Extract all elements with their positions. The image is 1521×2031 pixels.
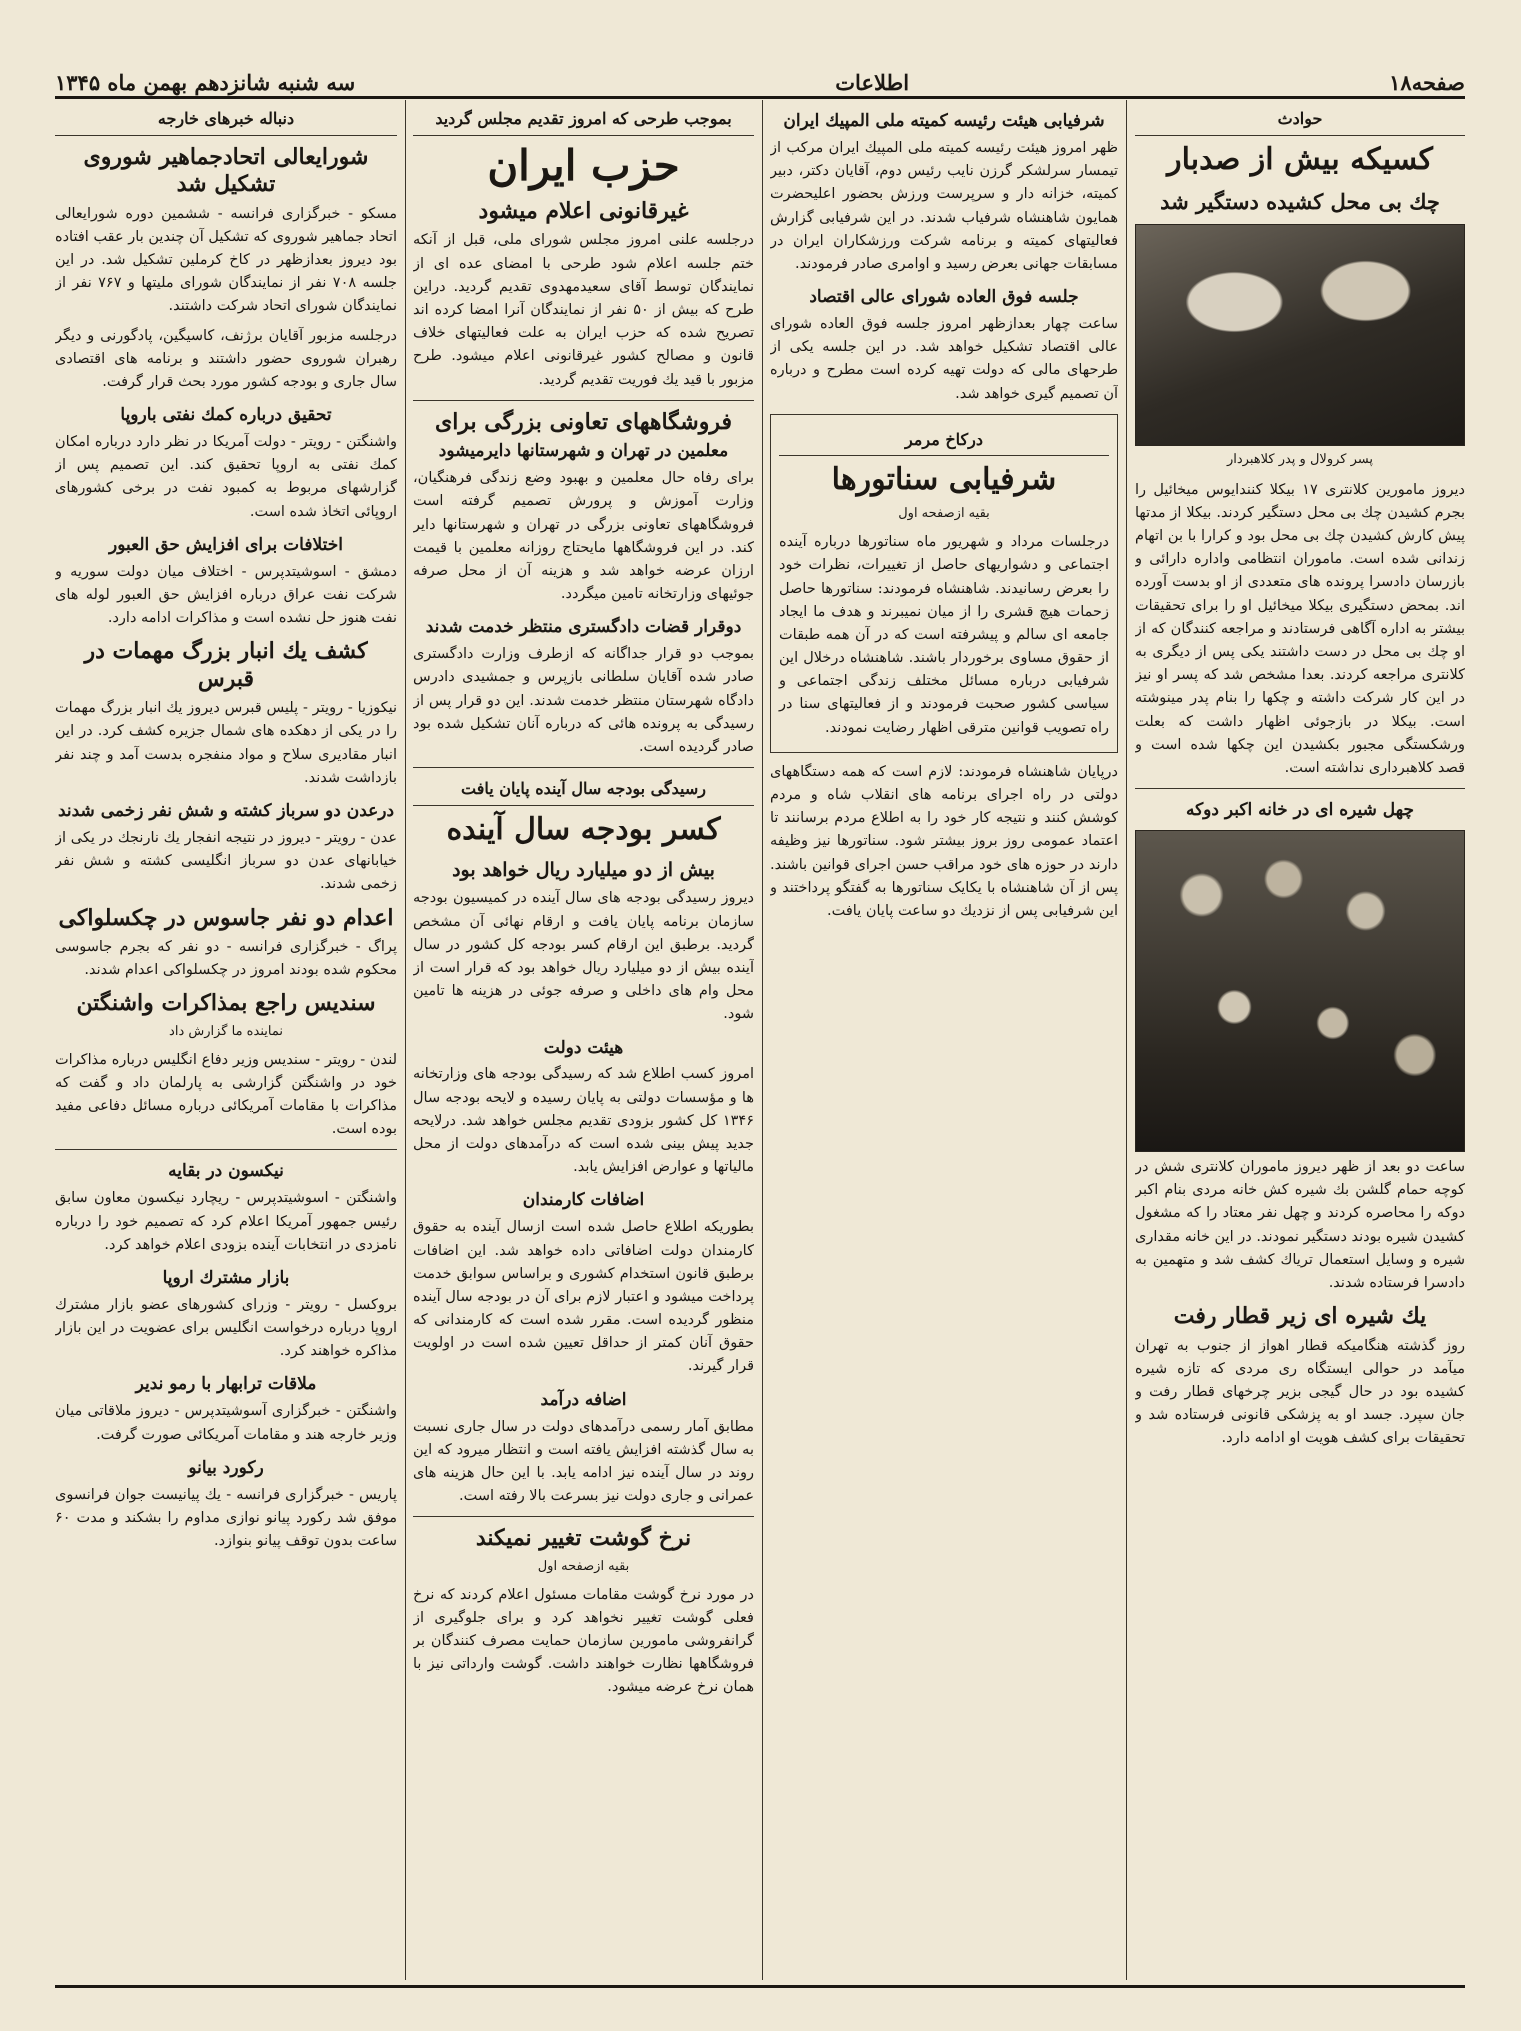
article-body: واشنگتن - خبرگزاری آسوشیتدپرس - دیروز ملاقاتی میان وزیر خارجه هند و مقامات آمریکائی صورت گرفت. [55, 1403, 397, 1443]
box-label: درکاخ مرمر [779, 427, 1109, 457]
article-body: عدن - رویتر - دیروز در نتیجه انفجار یك نارنجك در یکی از خیابانهای عدن دو سرباز انگلیسی کشته و شش نفر زخمی شدند. [55, 829, 397, 893]
column-divider [1126, 100, 1127, 1980]
article-body: برای رفاه حال معلمین و بهبود وضع زندگی فرهنگیان، وزارت آموزش و پرورش تصمیم گرفته است فروشگاههای تعاونی بزرگی در تهران و شهرستانها دایر کند. در این فروشگاهها مایحتاج روزانه معلمین با قیمت ارزان عرضه خواهد شد و هزینه آن از محل صرفه جوئیهای وزارتخانه تامین میگردد. [413, 470, 754, 603]
column-divider [762, 100, 763, 1980]
article-body: درپایان شاهنشاه فرمودند: لازم است که همه دستگاههای دولتی در راه اجرای برنامه های انقلاب شاه و مردم کوشش کنند و نتیجه کار خود را به اطلاع مردم برسانند تا اعتماد عمومی روز بروز بیشتر شود. سناتورها نیز وظیفه دارند در حوزه های خود مراقب حسن اجرای قوانین باشند. پس از آن شاهنشاه با یکایک سناتورها به گفتگو پرداختند و این شرفیابی پس از نزدیك دو ساعت پایان یافت. [770, 763, 1118, 919]
divider [1135, 788, 1465, 789]
section-subheading: اضافه درآمد [540, 1389, 627, 1410]
news-photo [1135, 224, 1465, 446]
article-body: بطوریکه اطلاع حاصل شده است ازسال آینده به حقوق کارمندان دولت اضافاتی داده خواهد شد. این اضافات برطبق قانون استخدام کشوری و براساس سوابق خدمت پرداخت میشود و اعتبار لازم برای آن در بودجه سال آینده منظور گردیده است. مقرر شده است که کارمندانی که حقوق آنان کمتر از حداقل تعیین شده است در اولویت قرار گیرند. [413, 1219, 754, 1375]
section-heading: تحقیق درباره کمك نفتی باروپا [120, 405, 332, 426]
section-subheading: اضافات کارمندان [522, 1190, 645, 1211]
subhead: بیش از دو میلیارد ریال خواهد بود [452, 858, 715, 881]
section-kicker: بموجب طرحی که امروز تقدیم مجلس گردید [413, 106, 754, 136]
masthead-rule [55, 96, 1465, 99]
column-foreign [55, 100, 397, 1980]
byline: بقیه ازصفحه اول [898, 506, 990, 522]
section-heading: درعدن دو سرباز کشته و شش نفر زخمی شدند [57, 801, 395, 822]
headline: کسیکه بیش از صدبار [1167, 141, 1433, 177]
article-body: در مورد نرخ گوشت مقامات مسئول اعلام کردند که نرخ فعلی گوشت تغییر نخواهد کرد و برای جلوگیری از گرانفروشی مامورین سازمان حمایت مصرف کنندگان بر فروشگاهها نظارت خواهند داشت. گوشت وارداتی نیز با همان نرخ عرضه میشود. [413, 1586, 754, 1696]
column-domestic [770, 100, 1118, 1980]
section-heading: اختلافات برای افزایش حق العبور [109, 534, 343, 555]
divider [413, 1516, 754, 1517]
section-heading: شرفیابی هیئت رئیسه کمیته ملی المپیك ایران [783, 111, 1105, 131]
section-subheading: هیئت دولت [543, 1037, 624, 1058]
section-subheading: ملاقات ترابهار با رمو ندیر [135, 1374, 317, 1395]
section-heading: نرخ گوشت تغییر نمیکند [475, 1525, 692, 1552]
headline: شرفیابی سناتورها [831, 462, 1057, 498]
section-subheading: معلمین در تهران و شهرستانها دایرمیشود [438, 441, 729, 462]
section-heading: چهل شیره ای در خانه اکبر دوکه [1185, 800, 1415, 821]
column-incidents [1135, 100, 1465, 1980]
headline: شورایعالی اتحادجماهیر شوروی تشکیل شد [83, 143, 369, 198]
photo-caption: پسر کرولال و پدر کلاهبردار [1227, 451, 1373, 467]
section-heading: اعدام دو نفر جاسوس در چکسلواکی [58, 904, 394, 931]
article-body: ساعت دو بعد از ظهر دیروز ماموران کلانتری شش در کوچه حمام گلشن بك شیره کش خانه مردی بنام اکبر دوکه را محاصره کردند و چهل نفر معتاد را که مشغول کشیدن شیره بودند دستگیر نمودند. در این خانه مقداری شیره و وسایل استعمال تریاك کشف شد و متهمین به دادسرا فرستاده شدند. [1135, 1159, 1465, 1292]
section-heading: یك شیره ای زیر قطار رفت [1173, 1303, 1427, 1330]
article-body: بروکسل - رویتر - وزرای کشورهای عضو بازار مشترك اروپا درباره درخواست انگلیس برای عضویت در این بازار مذاکره خواهند کرد. [55, 1296, 397, 1360]
column-divider [405, 100, 406, 1980]
section-heading: سندیس راجع بمذاکرات واشنگتن [76, 990, 376, 1017]
headline: حزب ایران [487, 140, 680, 190]
section-subheading: نیکسون در بقایه [168, 1161, 284, 1182]
subhead: غیرقانونی اعلام میشود [478, 197, 689, 224]
news-photo [1135, 830, 1465, 1152]
masthead-date: سه شنبه شانزدهم بهمن ماه ۱۳۴۵ [55, 69, 356, 95]
subhead: چك بی محل کشیده دستگیر شد [1160, 188, 1440, 214]
section-kicker: حوادث [1135, 106, 1465, 136]
column-politics [413, 100, 754, 1980]
section-kicker: رسیدگی بودجه سال آینده پایان یافت [413, 776, 754, 806]
section-heading: دوقرار قضات دادگستری منتظر خدمت شدند [425, 617, 742, 638]
footer-rule [55, 1985, 1465, 1988]
article-body: درجلسات مرداد و شهریور ماه سناتورها درباره آینده اجتماعی و دشواریهای حاصل از تغییرات، نظرات خود را بعرض رسانیدند. شاهنشاه فرمودند: سناتورها حاصل زحمات هیچ قشری را از میان نمیبرند و هدف ما ایجاد جامعه ای سالم و پیشرفته است که در آن همه طبقات از حقوق مساوی برخوردار باشند. شاهنشاه درخلال این شرفیابی درباره مسائل مختلف زندگی اجتماعی و سیاسی کشور صحبت فرمودند و از فعالیتهای سنا در راه تصویب قوانین مترقی اظهار رضایت نمودند. [779, 534, 1109, 736]
section-kicker: دنباله خبرهای خارجه [55, 106, 397, 136]
article-body: دیروز رسیدگی بودجه های سال آینده در کمیسیون بودجه سازمان برنامه پایان یافت و ارقام نهائی آن مشخص گردید. برطبق این ارقام کسر بودجه کل کشور در سال آینده بیش از دو میلیارد ریال خواهد بود که قرار است از محل وام های داخلی و صرفه جوئی در هزینه ها تامین شود. [413, 890, 754, 1023]
byline: بقیه ازصفحه اول [537, 1558, 630, 1574]
article-body: واشنگتن - اسوشیتدپرس - ریچارد نیکسون معاون سابق رئیس جمهور آمریکا اعلام کرد که تصمیم خود را درباره نامزدی در انتخابات آینده بزودی اعلام خواهد کرد. [55, 1190, 397, 1253]
article-body: مسکو - خبرگزاری فرانسه - ششمین دوره شورایعالی اتحاد جماهیر شوروی که تشکیل آن چندین بار عقب افتاده بود دیروز بعدازظهر در کاخ کرملین تشکیل شد. در این جلسه ۷۰۸ نفر از نمایندگان شورای ملیتها و ۷۶۷ نفر از نمایندگان شورای اتحاد شرکت داشتند. [55, 205, 397, 315]
article-body: درجلسه مزبور آقایان برژنف، کاسیگین، پادگورنی و دیگر رهبران شوروی حضور داشتند و برنامه های اقتصادی سال جاری و بودجه کشور مورد بحث قرار گرفت. [55, 327, 397, 390]
masthead-paper-name: اطلاعات [835, 69, 910, 95]
article-body: درجلسه علنی امروز مجلس شورای ملی، قبل از آنکه ختم جلسه اعلام شود طرحی با امضای عده ای از نمایندگان توسط آقای سعیدمهدوی تقدیم گردید. دراین طرح که بیش از ۵۰ نفر از نمایندگان آنرا امضا کرده اند تصریح شده که حزب ایران به علت فعالیتهای خلاف قانون و مصالح کشور غیرقانونی اعلام میشود. طرح مزبور با قید یك فوریت تقدیم گردید. [413, 232, 754, 388]
headline: کسر بودجه سال آینده [446, 811, 721, 847]
article-body: نیکوزیا - رویتر - پلیس قبرس دیروز یك انبار بزرگ مهمات را در یکی از دهکده های شمال جزیره کشف کرد. در این انبار مقادیری سلاح و مواد منفجره بدست آمد و چند نفر بازداشت شدند. [55, 700, 397, 786]
marble-palace-box [770, 414, 1118, 753]
divider [413, 400, 754, 401]
article-body: واشنگتن - رویتر - دولت آمریکا در نظر دارد درباره امکان کمك نفتی به اروپا تحقیق کند. این تصمیم پس از گزارشهای مربوط به کمبود نفت در برخی کشورهای اروپائی اتخاذ شده است. [55, 434, 397, 520]
divider [55, 1149, 397, 1150]
article-body: ساعت چهار بعدازظهر امروز جلسه فوق العاده شورای عالی اقتصاد تشکیل خواهد شد. در این جلسه یکی از طرحهای مالی که دولت تهیه کرده است مطرح و درباره آن تصمیم گیری خواهد شد. [770, 316, 1118, 402]
article-body: روز گذشته هنگامیکه قطار اهواز از جنوب به تهران میآمد در حوالی ایستگاه ری مردی که تازه شیره کشیده بود در حال گیجی بزیر چرخهای قطار رفت و جان سپرد. جسد او به پزشکی قانونی فرستاده شد و تحقیقات برای کشف هویت او ادامه دارد. [1135, 1337, 1465, 1447]
section-heading: کشف یك انبار بزرگ مهمات در قبرس [84, 638, 368, 692]
article-body: مطابق آمار رسمی درآمدهای دولت در سال جاری نسبت به سال گذشته افزایش یافته است و انتظار میرود که این روند در سال آینده نیز ادامه یابد. با این حال هزینه های عمرانی و جاری دولت نیز بسرعت بالا رفته است. [413, 1418, 754, 1505]
article-body: بموجب دو قرار جداگانه که ازطرف وزارت دادگستری صادر شده آقایان سلطانی بازپرس و جمشیدی دادرس دادگاه شهرستان منتظر خدمت شدند. این دو قرار پس از رسیدگی به پرونده هائی که درباره آنان تشکیل شده بود صادر گردیده است. [413, 646, 754, 755]
masthead-page-number: صفحه۱۸ [1389, 69, 1465, 95]
article-body: ظهر امروز هیئت رئیسه کمیته ملی المپیك ایران مرکب از تیمسار سرلشکر گرزن نایب رئیس دوم، آقایان دکتر، دبیر کمیته، خزانه دار و سرپرست ورزش بحضور اعلیحضرت همایون شاهنشاه شرفیاب شدند. در این شرفیابی گزارش فعالیتهای کمیته و برنامه شرکت ورزشکاران ایران در مسابقات جهانی بعرض رسید و اوامری صادر فرمودند. [770, 139, 1118, 272]
byline: نماینده ما گزارش داد [169, 1023, 283, 1039]
article-body: امروز کسب اطلاع شد که رسیدگی بودجه های وزارتخانه ها و مؤسسات دولتی به پایان رسیده و لایحه بودجه سال ۱۳۴۶ کل کشور بزودی تقدیم مجلس خواهد شد. درلایحه جدید پیش بینی شده است که درآمدهای دولت از محل مالیاتها و عوارض افزایش یابد. [413, 1066, 754, 1176]
article-body: دیروز مامورین کلانتری ۱۷ بیکلا کنندایوس میخائیل را بجرم کشیدن چك بی محل دستگیر کردند. بیکلا از مدتها پیش کارش کشیدن چك بی محل بود و کرارا با بن اتهام زندانی شده است. ماموران انتظامی واداره دارائی و بازرسان دادسرا پرونده های متعددی از او بدست آورده اند. بمحض دستگیری بیکلا میخائیل او را برای تحقیقات بیشتر به اداره آگاهی فرستادند و مراجعه کنندگان که از او چك بی محل در دست داشتند یکی پس از دیگری به کلانتری مراجعه کردند. بعدا مشخص شد که پسر او نیز در این کار شرکت داشته و چکها را بنام پدر مینوشته است. بیکلا در بازجوئی اظهار داشت که بعلت ورشکستگی مجبور بکشیدن این چکها شده است و قصد کلاهبرداری نداشته است. [1135, 481, 1465, 776]
section-subheading: رکورد بیانو [188, 1457, 264, 1478]
article-body: لندن - رویتر - سندیس وزیر دفاع انگلیس درباره مذاکرات خود در واشنگتن گزارشی به پارلمان داد و گفت که مذاکرات با مقامات آمریکائی درباره مسائل دفاعی مفید بوده است. [55, 1051, 397, 1138]
article-body: دمشق - اسوشیتدپرس - اختلاف میان دولت سوریه و شرکت نفت عراق درباره افزایش حق العبور لوله های نفت هنوز حل نشده است و مذاکرات ادامه دارد. [55, 563, 397, 627]
section-subheading: بازار مشترك اروپا [162, 1267, 290, 1288]
article-body: پاریس - خبرگزاری فرانسه - یك پیانیست جوان فرانسوی موفق شد رکورد پیانو نوازی مداوم را بشکند و مدت ۶۰ ساعت بدون توقف پیانو بنوازد. [55, 1486, 397, 1550]
article-body: پراگ - خبرگزاری فرانسه - دو نفر که بجرم جاسوسی محکوم شده بودند امروز در چکسلواکی اعدام شدند. [55, 939, 397, 979]
divider [413, 767, 754, 768]
section-heading: فروشگاههای تعاونی بزرگی برای [434, 408, 733, 435]
section-heading: جلسه فوق العاده شورای عالی اقتصاد [809, 287, 1079, 308]
